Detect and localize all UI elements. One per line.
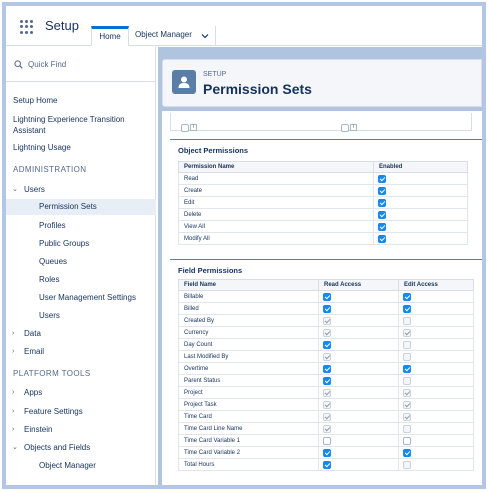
read-access-cell xyxy=(319,315,399,327)
tab-object-manager-label: Object Manager xyxy=(135,30,192,39)
nav-users-sub[interactable]: Users xyxy=(39,311,60,320)
table-row xyxy=(179,447,474,459)
chevron-down-icon[interactable] xyxy=(201,29,209,47)
read-access-checkbox[interactable] xyxy=(323,305,331,313)
app-launcher-icon[interactable] xyxy=(20,20,34,34)
read-access-checkbox[interactable] xyxy=(323,461,331,469)
table-row xyxy=(179,375,474,387)
read-access-cell xyxy=(319,339,399,351)
permission-name: Read xyxy=(179,173,374,185)
chevron-down-icon[interactable]: ⌄ xyxy=(12,186,18,193)
nav-user-management-settings[interactable]: User Management Settings xyxy=(39,293,136,302)
col-read-access: Read Access xyxy=(319,280,399,291)
read-access-checkbox[interactable] xyxy=(323,437,331,445)
edit-access-cell xyxy=(399,435,474,447)
permission-name: View All xyxy=(179,221,374,233)
edit-access-checkbox xyxy=(403,425,411,433)
quick-find-input[interactable] xyxy=(6,47,156,82)
read-access-checkbox[interactable] xyxy=(323,341,331,349)
chevron-right-icon[interactable]: › xyxy=(12,426,15,433)
enabled-checkbox[interactable] xyxy=(378,223,386,231)
field-name: Parent Status xyxy=(179,375,319,387)
setting-checkbox-1[interactable] xyxy=(181,119,197,137)
read-access-cell xyxy=(319,459,399,471)
nav-roles[interactable]: Roles xyxy=(39,275,60,284)
section-divider xyxy=(170,259,482,260)
tab-home[interactable]: Home xyxy=(91,26,129,46)
enabled-checkbox[interactable] xyxy=(378,187,386,195)
read-access-checkbox[interactable] xyxy=(323,449,331,457)
field-name: Total Hours xyxy=(179,459,319,471)
read-access-checkbox xyxy=(323,389,331,397)
read-access-cell xyxy=(319,423,399,435)
read-access-cell xyxy=(319,291,399,303)
field-name: Last Modified By xyxy=(179,351,319,363)
field-name: Day Count xyxy=(179,339,319,351)
edit-access-cell xyxy=(399,423,474,435)
permission-name: Delete xyxy=(179,209,374,221)
breadcrumb[interactable]: SETUP xyxy=(203,71,227,78)
permission-set-icon xyxy=(172,70,196,94)
nav-lightning-transition-line2[interactable]: Assistant xyxy=(13,126,46,135)
field-name: Created By xyxy=(179,315,319,327)
edit-access-cell xyxy=(399,375,474,387)
field-name: Time Card xyxy=(179,411,319,423)
edit-access-checkbox xyxy=(403,413,411,421)
permission-set-detail xyxy=(162,111,482,489)
settings-row xyxy=(170,113,472,131)
col-enabled: Enabled xyxy=(374,162,468,173)
edit-access-cell xyxy=(399,315,474,327)
read-access-cell xyxy=(319,399,399,411)
edit-access-checkbox[interactable] xyxy=(403,293,411,301)
nav-users-label: Users xyxy=(24,185,45,194)
table-row xyxy=(179,173,468,185)
section-divider xyxy=(170,139,482,140)
read-access-checkbox xyxy=(323,425,331,433)
field-name: Project Task xyxy=(179,399,319,411)
table-row xyxy=(179,423,474,435)
edit-access-cell xyxy=(399,363,474,375)
enabled-cell xyxy=(374,185,468,197)
section-administration: ADMINISTRATION xyxy=(13,165,87,174)
chevron-right-icon[interactable]: › xyxy=(12,348,15,355)
field-name: Time Card Line Name xyxy=(179,423,319,435)
edit-access-cell xyxy=(399,387,474,399)
nav-einstein-label: Einstein xyxy=(24,425,53,434)
edit-access-cell xyxy=(399,339,474,351)
chevron-down-icon[interactable]: ⌄ xyxy=(12,444,18,451)
table-row xyxy=(179,233,468,245)
edit-access-cell xyxy=(399,351,474,363)
table-row xyxy=(179,315,474,327)
read-access-checkbox xyxy=(323,401,331,409)
nav-objects-and-fields-label: Objects and Fields xyxy=(24,443,91,452)
nav-permission-sets[interactable]: Permission Sets xyxy=(6,199,156,215)
nav-objects-and-fields[interactable] xyxy=(6,443,156,453)
col-permission-name: Permission Name xyxy=(179,162,374,173)
nav-users[interactable] xyxy=(6,185,156,195)
enabled-cell xyxy=(374,233,468,245)
read-access-cell xyxy=(319,327,399,339)
field-name: Overtime xyxy=(179,363,319,375)
field-name: Time Card Variable 1 xyxy=(179,435,319,447)
enabled-checkbox[interactable] xyxy=(378,175,386,183)
col-field-name: Field Name xyxy=(179,280,319,291)
search-icon xyxy=(14,60,23,71)
enabled-cell xyxy=(374,197,468,209)
info-icon[interactable]: i xyxy=(190,124,197,131)
read-access-checkbox xyxy=(323,317,331,325)
edit-access-cell xyxy=(399,447,474,459)
enabled-checkbox[interactable] xyxy=(378,211,386,219)
setting-checkbox-2[interactable] xyxy=(341,119,357,137)
table-row xyxy=(179,327,474,339)
read-access-checkbox xyxy=(323,413,331,421)
edit-access-checkbox xyxy=(403,461,411,469)
tab-object-manager[interactable] xyxy=(130,26,216,46)
nav-lightning-usage[interactable]: Lightning Usage xyxy=(13,143,71,152)
table-row xyxy=(179,209,468,221)
read-access-checkbox xyxy=(323,353,331,361)
edit-access-checkbox xyxy=(403,389,411,397)
read-access-cell xyxy=(319,303,399,315)
field-permissions-title: Field Permissions xyxy=(178,266,243,275)
setup-sidebar xyxy=(6,47,156,489)
nav-feature-settings-label: Feature Settings xyxy=(24,407,83,416)
edit-access-checkbox[interactable] xyxy=(403,365,411,373)
nav-apps[interactable] xyxy=(6,388,156,398)
edit-access-checkbox xyxy=(403,329,411,337)
chevron-right-icon[interactable]: › xyxy=(12,389,15,396)
edit-access-cell xyxy=(399,459,474,471)
table-row xyxy=(179,387,474,399)
field-name: Time Card Variable 2 xyxy=(179,447,319,459)
table-row xyxy=(179,221,468,233)
nav-einstein[interactable] xyxy=(6,425,156,435)
nav-apps-label: Apps xyxy=(24,388,43,397)
read-access-checkbox[interactable] xyxy=(323,293,331,301)
read-access-cell xyxy=(319,387,399,399)
global-header xyxy=(6,6,482,46)
col-edit-access: Edit Access xyxy=(399,280,474,291)
read-access-checkbox[interactable] xyxy=(323,365,331,373)
edit-access-cell xyxy=(399,327,474,339)
page-title: Permission Sets xyxy=(203,81,312,97)
enabled-checkbox[interactable] xyxy=(378,199,386,207)
read-access-cell xyxy=(319,363,399,375)
edit-access-cell xyxy=(399,291,474,303)
table-row xyxy=(179,303,474,315)
table-row xyxy=(179,351,474,363)
field-name: Billed xyxy=(179,303,319,315)
edit-access-cell xyxy=(399,399,474,411)
edit-access-cell xyxy=(399,411,474,423)
permission-name: Modify All xyxy=(179,233,374,245)
edit-access-checkbox[interactable] xyxy=(403,305,411,313)
enabled-cell xyxy=(374,209,468,221)
chevron-right-icon[interactable]: › xyxy=(12,330,15,337)
edit-access-checkbox xyxy=(403,377,411,385)
table-row xyxy=(179,411,474,423)
nav-lightning-transition[interactable]: Lightning Experience Transition xyxy=(13,115,125,124)
edit-access-checkbox xyxy=(403,401,411,409)
table-row xyxy=(179,399,474,411)
field-name: Project xyxy=(179,387,319,399)
nav-public-groups[interactable]: Public Groups xyxy=(39,239,90,248)
app-name: Setup xyxy=(45,18,79,33)
nav-data[interactable] xyxy=(6,329,156,339)
field-name: Currency xyxy=(179,327,319,339)
chevron-right-icon[interactable]: › xyxy=(12,408,15,415)
permission-name: Create xyxy=(179,185,374,197)
nav-email-label: Email xyxy=(24,347,45,356)
edit-access-checkbox[interactable] xyxy=(403,449,411,457)
read-access-checkbox xyxy=(323,329,331,337)
read-access-cell xyxy=(319,435,399,447)
nav-profiles[interactable]: Profiles xyxy=(39,221,66,230)
read-access-cell xyxy=(319,351,399,363)
enabled-cell xyxy=(374,221,468,233)
table-row xyxy=(179,197,468,209)
permission-name: Edit xyxy=(179,197,374,209)
edit-access-checkbox xyxy=(403,341,411,349)
page-header xyxy=(162,59,482,107)
quick-find-placeholder: Quick Find xyxy=(28,60,67,69)
nav-setup-home[interactable]: Setup Home xyxy=(13,96,58,105)
read-access-checkbox[interactable] xyxy=(323,377,331,385)
enabled-checkbox[interactable] xyxy=(378,235,386,243)
edit-access-checkbox xyxy=(403,353,411,361)
read-access-cell xyxy=(319,375,399,387)
read-access-cell xyxy=(319,447,399,459)
main-content xyxy=(158,47,482,489)
field-name: Billable xyxy=(179,291,319,303)
table-row xyxy=(179,291,474,303)
edit-access-checkbox[interactable] xyxy=(403,437,411,445)
table-row xyxy=(179,459,474,471)
edit-access-checkbox xyxy=(403,317,411,325)
nav-queues[interactable]: Queues xyxy=(39,257,68,266)
field-permissions-table xyxy=(178,279,474,471)
nav-object-manager[interactable]: Object Manager xyxy=(39,461,96,470)
read-access-cell xyxy=(319,411,399,423)
nav-data-label: Data xyxy=(24,329,41,338)
object-permissions-title: Object Permissions xyxy=(178,146,249,155)
enabled-cell xyxy=(374,173,468,185)
table-row xyxy=(179,339,474,351)
nav-feature-settings[interactable] xyxy=(6,407,156,417)
table-row xyxy=(179,363,474,375)
section-platform-tools: PLATFORM TOOLS xyxy=(13,369,91,378)
nav-email[interactable] xyxy=(6,347,156,357)
app-frame xyxy=(2,2,486,489)
info-icon[interactable]: i xyxy=(350,124,357,131)
table-row xyxy=(179,185,468,197)
table-row xyxy=(179,435,474,447)
edit-access-cell xyxy=(399,303,474,315)
object-permissions-table xyxy=(178,161,468,245)
